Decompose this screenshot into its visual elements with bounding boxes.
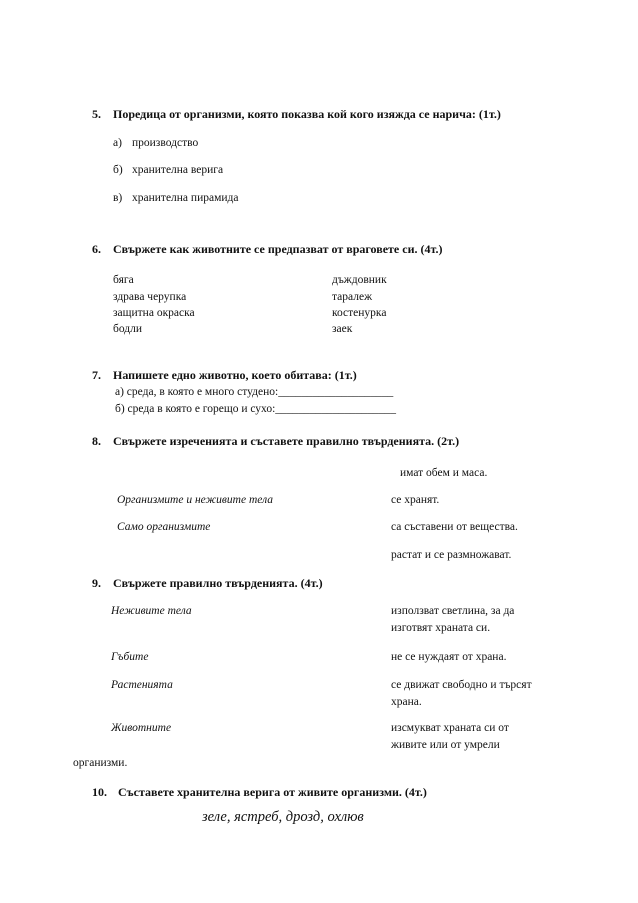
q6-number: 6. [92,242,101,256]
q6-title: Свържете как животните се предпазват от враговете си. (4т.) [113,242,443,256]
q9-right-item: изготвят храната си. [391,622,491,634]
q9-right-item: живите или от умрели [391,739,500,751]
q9-right-item: използват светлина, за да [391,605,515,617]
q5-number: 5. [92,107,101,121]
q9-right-item: не се нуждаят от храна. [391,651,507,663]
q8-right-item: са съставени от вещества. [391,521,518,533]
q5-title: Поредица от организми, която показва кой кого изяжда се нарича: (1т.) [113,107,501,121]
q9-left-item: Гъбите [111,651,149,663]
q5-option-b-letter: б) [113,164,123,176]
q8-left-item: Само организмите [117,521,211,533]
q6-left-item: бяга [113,274,134,286]
q10-organisms: зеле, ястреб, дрозд, охлюв [202,809,364,825]
q9-left-item: Животните [111,722,172,734]
q5-option-c-letter: в) [113,192,123,204]
q9-title: Свържете правилно твърденията. (4т.) [113,576,323,590]
q5-option-b: хранителна верига [132,164,224,176]
q6-left-item: защитна окраска [113,307,195,319]
q7-title: Напишете едно животно, което обитава: (1т.) [113,368,357,382]
q10-title: Съставете хранителна верига от живите организми. (4т.) [118,785,427,799]
q6-right-item: таралеж [332,291,373,303]
q8-right-item: растат и се размножават. [391,549,512,561]
q8-number: 8. [92,434,101,448]
q10-number: 10. [92,785,107,799]
q8-left-item: Организмите и неживите тела [117,494,273,506]
q9-right-item: храна. [391,696,422,708]
q7-number: 7. [92,368,101,382]
q9-right-item: се движат свободно и търсят [391,679,532,691]
q6-right-item: заек [332,323,353,335]
q9-left-item: Растенията [111,679,173,691]
q6-right-item: дъждовник [332,274,387,286]
q9-number: 9. [92,576,101,590]
q6-left-item: здрава черупка [113,291,187,303]
q8-right-item: се хранят. [391,494,440,506]
q8-title: Свържете изреченията и съставете правилно твърденията. (2т.) [113,434,460,448]
q9-left-item: Неживите тела [111,605,192,617]
q9-overflow-text: организми. [73,757,128,769]
q6-left-item: бодли [113,323,143,335]
q6-right-item: костенурка [332,307,387,319]
q5-option-a-letter: а) [113,137,122,149]
q7-answer-a: а) среда, в която е много студено:____________________ [115,386,394,398]
q8-right-item: имат обем и маса. [400,467,488,479]
q5-option-a: производство [132,137,199,149]
q7-answer-b: б) среда в която е горещо и сухо:_____________________ [115,403,397,415]
q5-option-c: хранителна пирамида [132,192,239,204]
q9-right-item: изсмукват храната си от [391,722,509,734]
